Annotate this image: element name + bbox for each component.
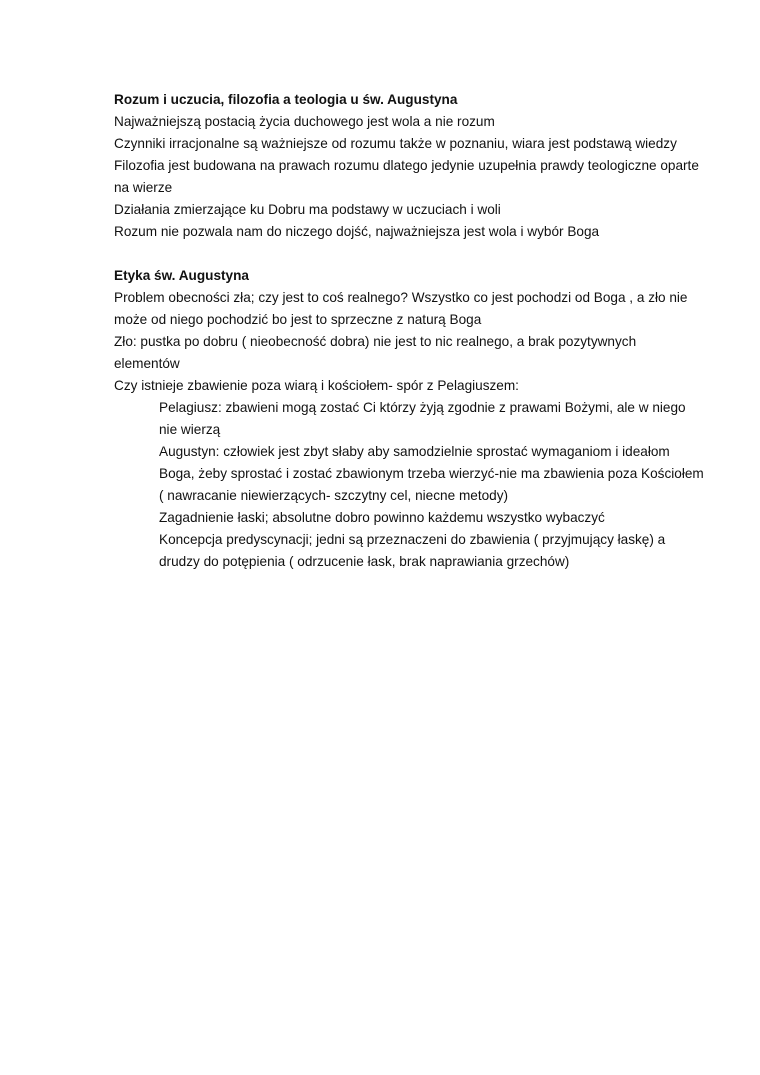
paragraph: Działania zmierzające ku Dobru ma podstawy w uczuciach i woli [114,202,501,217]
section-heading-rozum-i-uczucia: Rozum i uczucia, filozofia a teologia u św. Augustyna [114,92,458,107]
paragraph: Filozofia jest budowana na prawach rozumu dlatego jedynie uzupełnia prawdy teologiczne oparte na wierze [114,158,699,195]
paragraph: Rozum nie pozwala nam do niczego dojść, najważniejsza jest wola i wybór Boga [114,224,600,239]
paragraph: Zło: pustka po dobru ( nieobecność dobra) nie jest to nic realnego, a brak pozytywnych elementów [114,334,637,371]
indented-paragraph: Augustyn: człowiek jest zbyt słaby aby samodzielnie sprostać wymaganiom i ideałom Boga, żeby sprostać i zostać zbawionym trzeba wierzyć-nie ma zbawienia poza Kościołem ( nawracanie niewierzących- szczytny cel, niecne metody) [159,444,704,503]
paragraph: Czynniki irracjonalne są ważniejsze od rozumu także w poznaniu, wiara jest podstawą wiedzy [114,136,677,151]
document-body [114,89,704,573]
indented-paragraph: Zagadnienie łaski; absolutne dobro powinno każdemu wszystko wybaczyć [159,510,605,525]
section-heading-etyka: Etyka św. Augustyna [114,268,249,283]
indented-paragraph: Koncepcja predyscynacji; jedni są przeznaczeni do zbawienia ( przyjmujący łaskę) a drudzy do potępienia ( odrzucenie łask, brak naprawiania grzechów) [159,532,666,569]
section-spacer [114,243,704,265]
paragraph: Najważniejszą postacią życia duchowego jest wola a nie rozum [114,114,495,129]
indented-paragraph: Pelagiusz: zbawieni mogą zostać Ci którzy żyją zgodnie z prawami Bożymi, ale w niego nie wierzą [159,400,686,437]
paragraph: Problem obecności zła; czy jest to coś realnego? Wszystko co jest pochodzi od Boga , a zło nie może od niego pochodzić bo jest to sprzeczne z naturą Boga [114,290,688,327]
paragraph: Czy istnieje zbawienie poza wiarą i kościołem- spór z Pelagiuszem: [114,378,519,393]
